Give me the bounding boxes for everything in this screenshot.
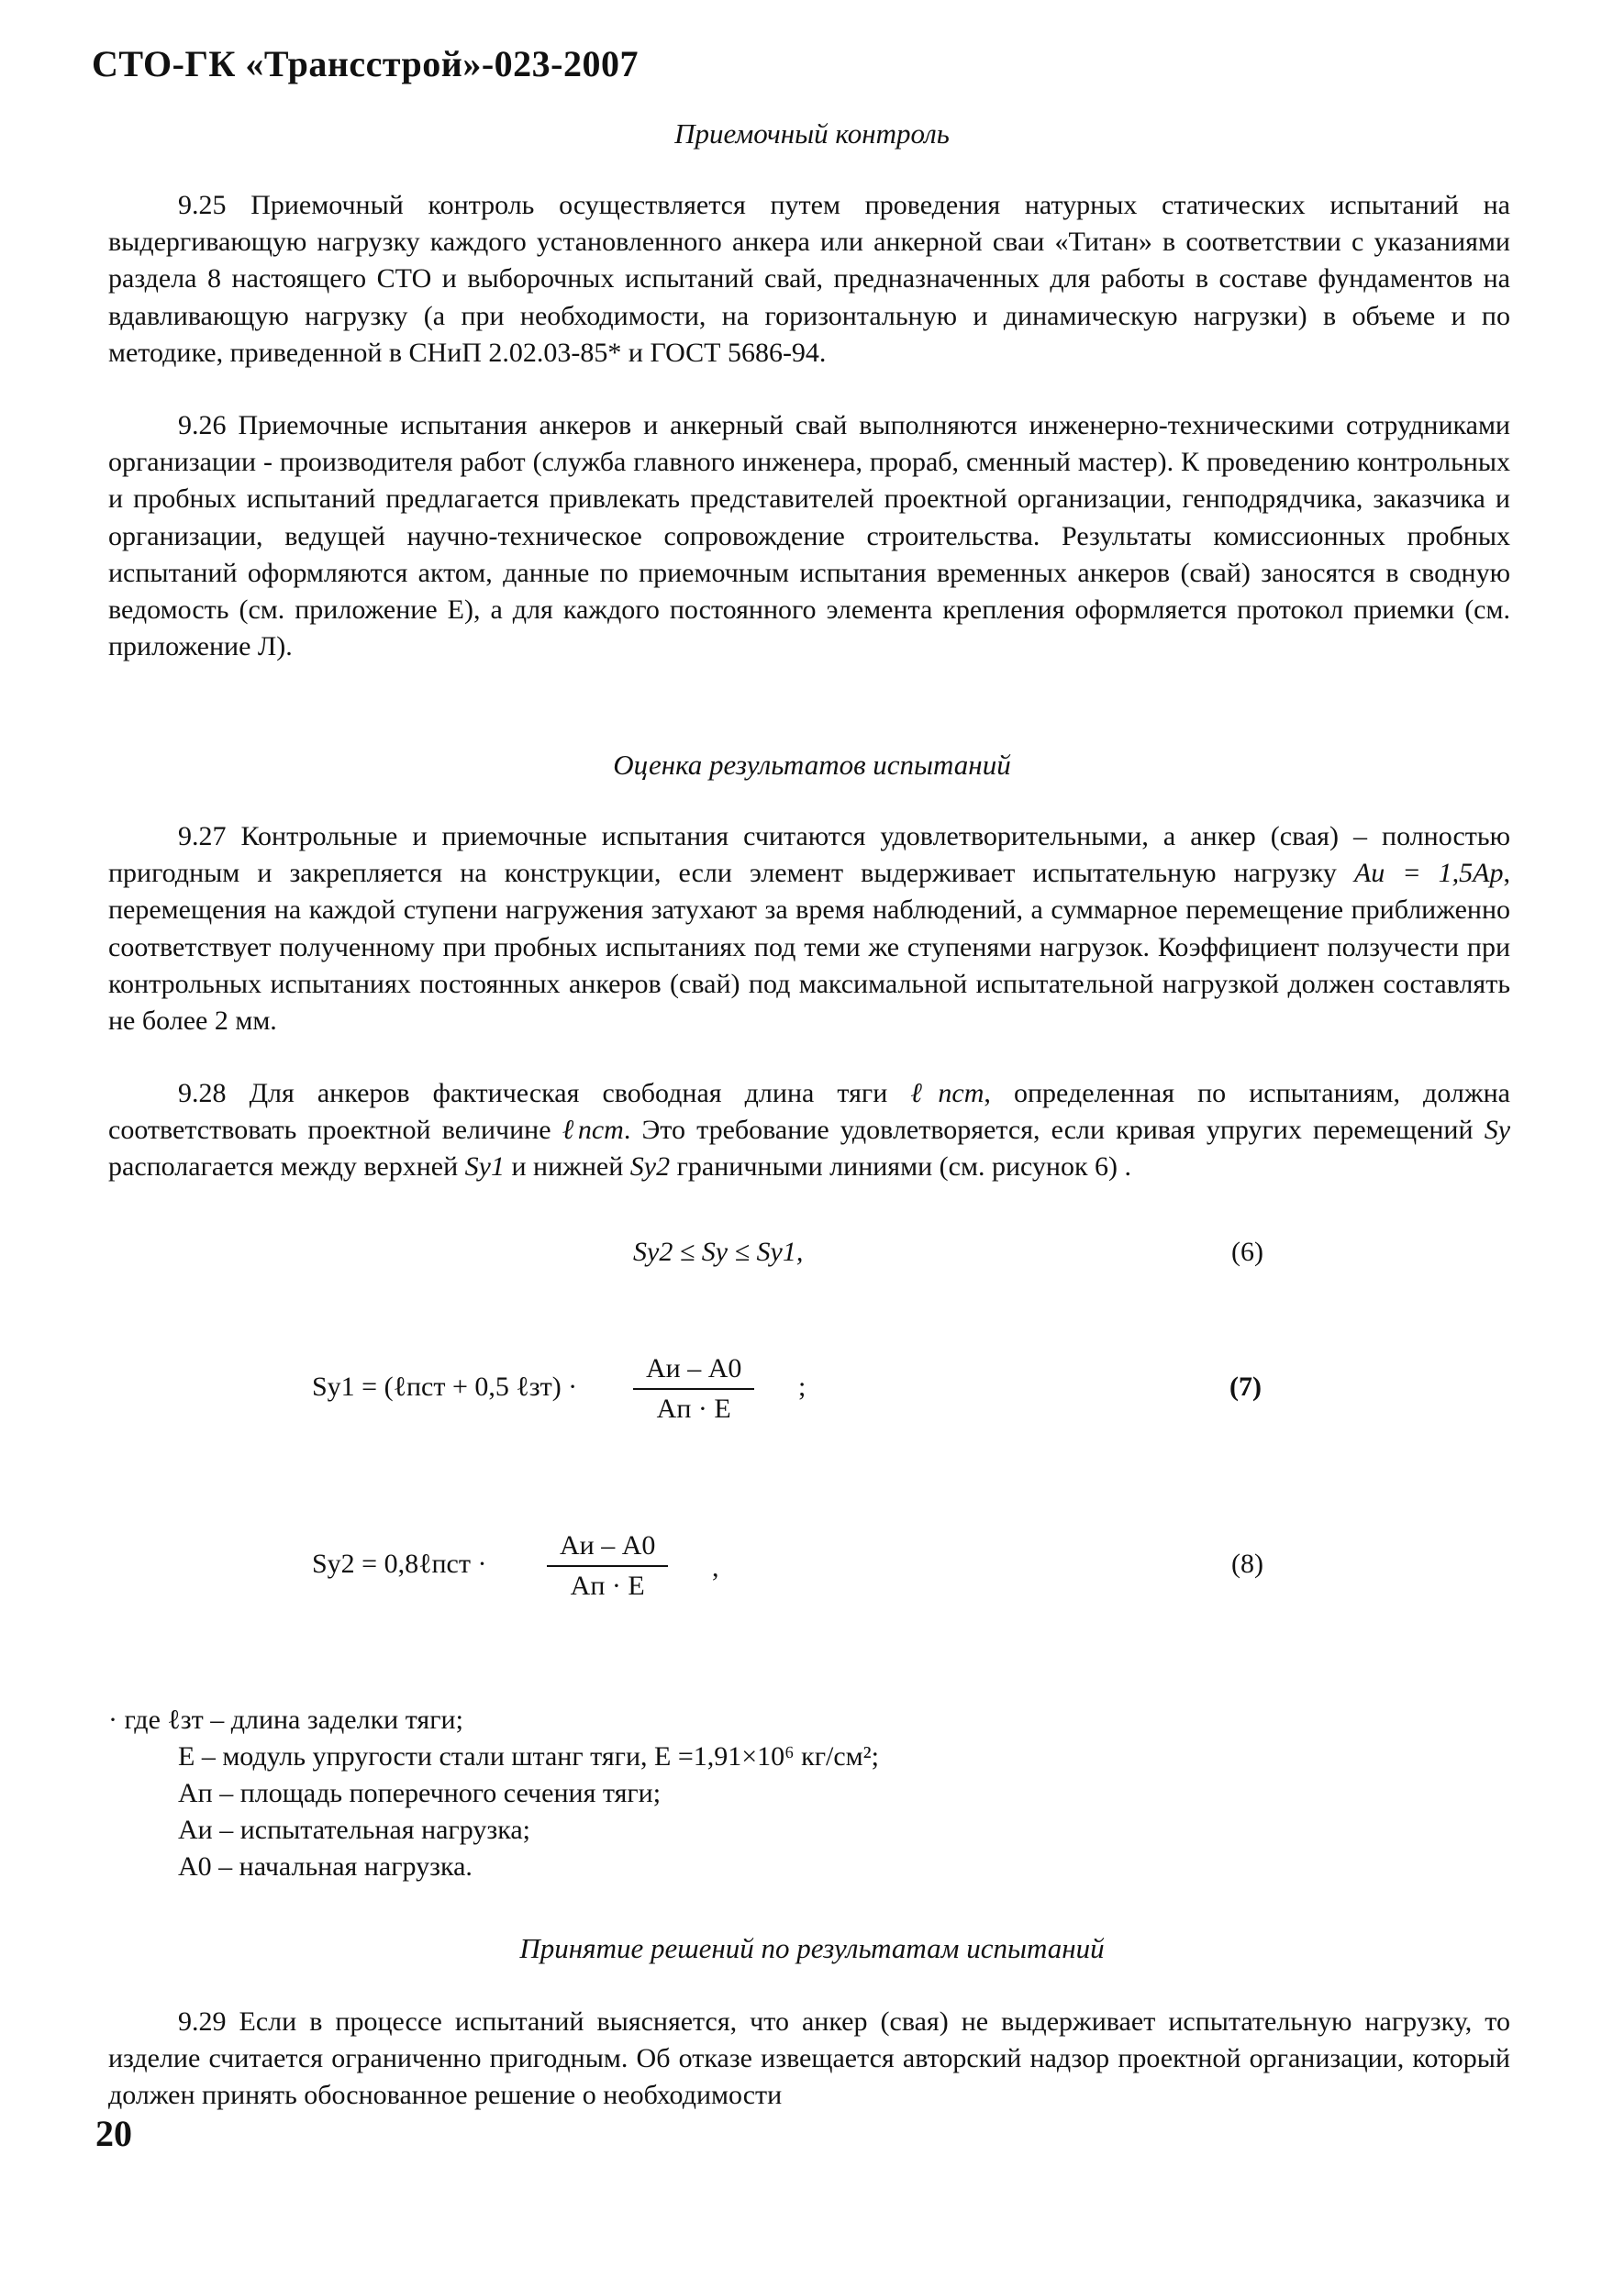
paragraph-9-26: 9.26 Приемочные испытания анкеров и анкерный свай выполняются инженерно-техническими сотрудниками организации - производителя работ (служба главного инженера, прораб, сменный мастер). К проведению контрольных и пробных испытаний предлагается привлекать представителей проектной организации, генподрядчика, заказчика и организации, ведущей научно-техническое сопровождение строительства. Результаты комиссионных пробных испытаний оформляются актом, данные по приемочным испытания временных анкеров (свай) заносятся в сводную ведомость (см. приложение Е), а для каждого постоянного элемента крепления оформляется протокол приемки (см. приложение Л). [108,410,1510,662]
equation-8-numerator: Aи – A0 [560,1530,656,1561]
p928-symbol-design-length: ℓпст [562,1115,624,1146]
symbol-definitions [108,1702,879,1885]
p928-symbol-sy1: Sy1 [464,1151,505,1183]
section-title-evaluation: Оценка результатов испытаний [613,749,1011,781]
definition-item: Aп – площадь поперечного сечения тяги; [178,1778,662,1808]
p928-text-e: и нижней [504,1151,630,1183]
section-title-decisions: Принятие решений по результатам испытаний [519,1932,1105,1964]
equation-8-denominator: Aп · E [570,1571,645,1601]
document-header: СТО-ГК «Трансстрой»-023-2007 [92,43,639,84]
paragraph-9-25: 9.25 Приемочный контроль осуществляется путем проведения натурных статических испытаний на выдергивающую нагрузку каждого установленного анкера или анкерной сваи «Титан» в соответствии с указаниями раздела 8 настоящего СТО и выборочных испытаний свай, предназначенных для работы в составе фундаментов на вдавливающую нагрузку (а при необходимости, на горизонтальную и динамическую нагрузки) в объеме и по методике, приведенной в СНиП 2.02.03-85* и ГОСТ 5686-94. [108,190,1510,368]
definition-item: E – модуль упругости стали штанг тяги, E =1,91×10⁶ кг/см²; [178,1741,879,1772]
equation-6-number: (6) [1231,1237,1263,1267]
p928-text-c: . Это требование удовлетворяется, если кривая упругих перемещений [623,1115,1485,1146]
equation-7-numerator: Aи – A0 [646,1353,742,1383]
equation-6: Sy2 ≤ Sy ≤ Sy1, [633,1237,804,1267]
equation-7-denominator: Aп · E [656,1394,731,1424]
p928-text-b: , определенная по испытаниям, должна соответствовать проектной величине [108,1078,1510,1146]
section-title-acceptance: Приемочный контроль [674,117,950,150]
equation-7-number: (7) [1229,1372,1262,1402]
equation-8-number: (8) [1231,1549,1263,1579]
equation-7-lhs: Sy1 = (ℓпст + 0,5 ℓзт) · [312,1372,578,1402]
fraction-bar [633,1388,754,1390]
p928-symbol-sy2: Sy2 [629,1151,671,1183]
definition-item: Aи – испытательная нагрузка; [178,1815,530,1845]
paragraph-9-27 [108,818,1510,1039]
p928-symbol-sy: Sy [1484,1115,1511,1146]
fraction-bar [547,1565,668,1567]
p928-text-a: 9.28 Для анкеров фактическая свободная длина тяги [178,1078,911,1108]
p927-text-b: , перемещения на каждой ступени нагружения затухают за время наблюдений, а суммарное перемещение приближенно соответствует полученному при пробных испытаниях под теми же ступенями нагрузок. Коэффициент ползучести при контрольных испытаниях постоянных анкеров (свай) под максимальной испытательной нагрузкой должен составлять не более 2 мм. [108,858,1510,1037]
equation-8-fraction [547,1530,668,1602]
page-number: 20 [95,2113,132,2154]
equation-8-tail: , [712,1552,719,1583]
definition-item: A0 – начальная нагрузка. [178,1851,473,1882]
equation-8-lhs: Sy2 = 0,8ℓпст · [312,1549,487,1579]
p927-text-a: 9.27 Контрольные и приемочные испытания считаются удовлетворительными, а анкер (свая) – полностью пригодным и закрепляется на конструкции, если элемент выдерживает испытательную нагрузку [108,821,1510,889]
equation-7-fraction [633,1353,754,1425]
equation-7-tail: ; [798,1372,806,1402]
paragraph-9-29: 9.29 Если в процессе испытаний выясняется, что анкер (свая) не выдерживает испытательную нагрузку, то изделие считается ограниченно пригодным. Об отказе извещается авторский надзор проектной организации, который должен принять обоснованное решение о необходимости [108,2006,1510,2111]
definition-item: · где ℓзт – длина заделки тяги; [108,1705,463,1735]
p928-text-f: граничными линиями (см. рисунок 6) . [670,1151,1132,1183]
p928-symbol-free-length: ℓпст [910,1078,984,1108]
p927-formula: Aи = 1,5Aр [1353,858,1504,889]
paragraph-9-28 [108,1075,1510,1186]
p928-text-d: располагается между верхней [108,1151,465,1183]
